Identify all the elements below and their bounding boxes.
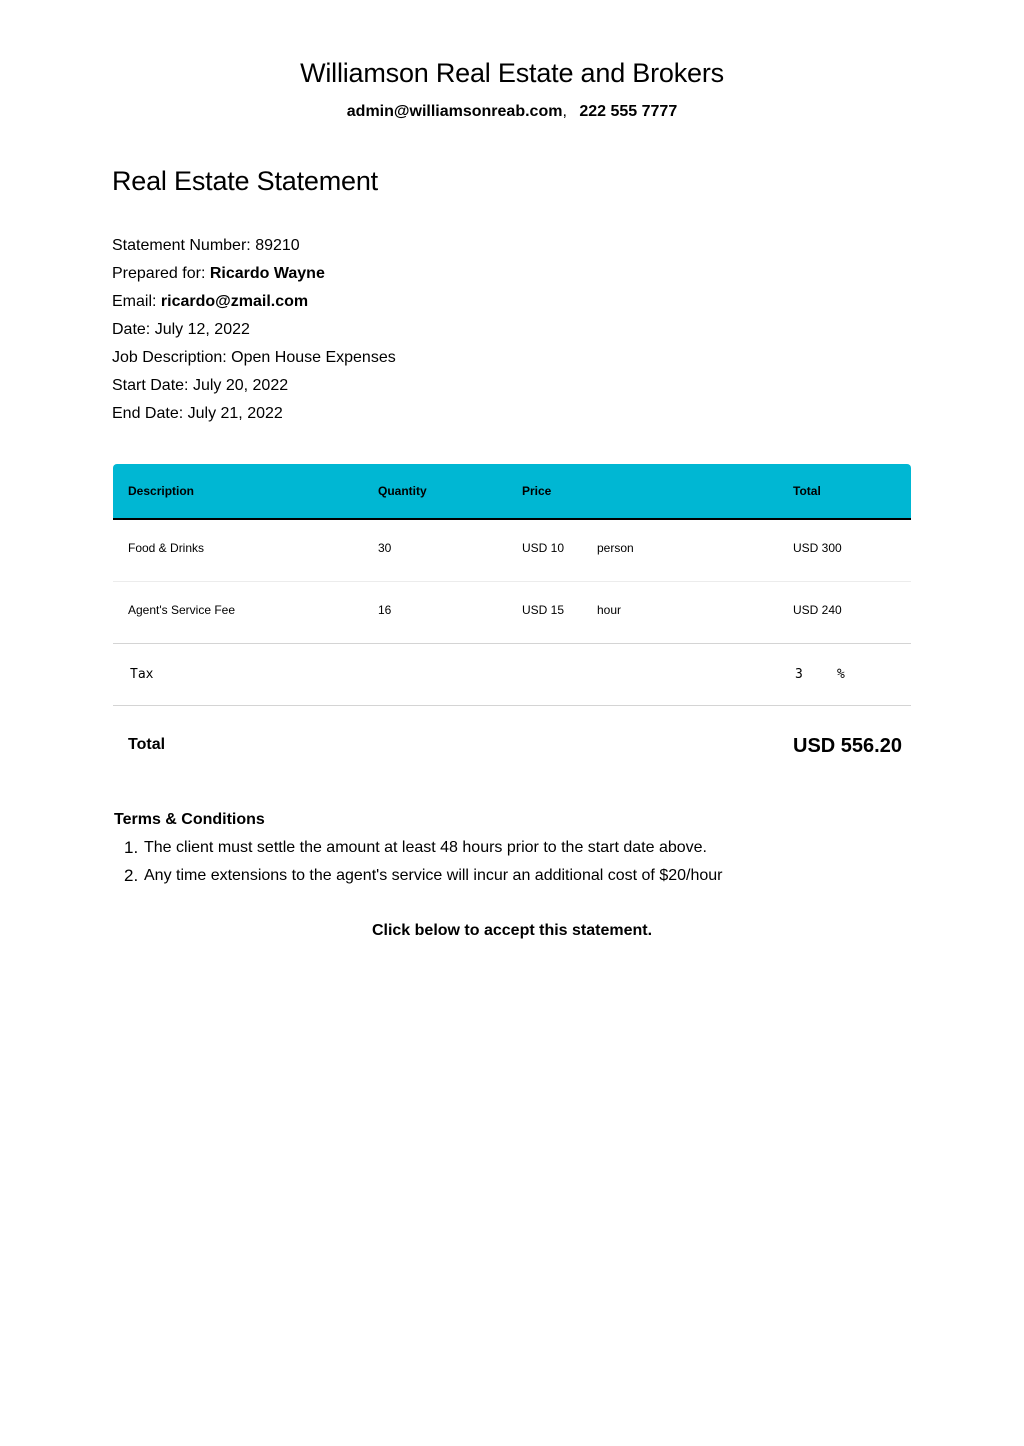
start-date-value: July 20, 2022 bbox=[192, 377, 289, 394]
row-quantity: 30 bbox=[378, 541, 392, 555]
table-row bbox=[113, 582, 911, 644]
row-description: Food & Drinks bbox=[128, 541, 205, 555]
table-row bbox=[113, 520, 911, 582]
list-item-text: Any time extensions to the agent's service will incur an additional cost of $20/hour bbox=[144, 867, 723, 884]
list-item bbox=[120, 838, 722, 866]
job-description-row bbox=[112, 348, 396, 376]
row-quantity: 16 bbox=[378, 603, 392, 617]
statement-details bbox=[112, 236, 396, 432]
list-item-number: 1. bbox=[124, 838, 139, 857]
row-unit: hour bbox=[597, 603, 622, 617]
row-price: USD 15 bbox=[522, 603, 565, 617]
row-total: USD 240 bbox=[793, 603, 842, 617]
client-email-row bbox=[112, 292, 396, 320]
end-date-value: July 21, 2022 bbox=[187, 405, 283, 422]
statement-table bbox=[113, 464, 911, 786]
statement-number-label: Statement Number: bbox=[112, 237, 251, 254]
company-phone: 222 555 7777 bbox=[579, 103, 678, 120]
date-row bbox=[112, 320, 396, 348]
list-item-text: The client must settle the amount at least 48 hours prior to the start date above. bbox=[144, 839, 707, 856]
date-label: Date: bbox=[112, 321, 151, 338]
prepared-for-value: Ricardo Wayne bbox=[209, 265, 325, 282]
job-description-value: Open House Expenses bbox=[231, 349, 396, 366]
row-total: USD 300 bbox=[793, 541, 842, 555]
start-date-label: Start Date: bbox=[112, 377, 189, 394]
start-date-row bbox=[112, 376, 396, 404]
row-price: USD 10 bbox=[522, 541, 565, 555]
job-description-label: Job Description: bbox=[112, 349, 227, 366]
client-email-value[interactable]: ricardo@zmail.com bbox=[160, 293, 309, 310]
header-price: Price bbox=[522, 484, 552, 498]
prepared-for-label: Prepared for: bbox=[112, 265, 206, 282]
row-unit: person bbox=[597, 541, 634, 555]
tax-percent-sign: % bbox=[837, 667, 845, 682]
contact-separator: , bbox=[562, 103, 567, 120]
company-email[interactable]: admin@williamsonreab.com bbox=[346, 103, 563, 120]
grand-total-label: Total bbox=[128, 736, 166, 753]
terms-title: Terms & Conditions bbox=[114, 811, 265, 828]
page-title: Real Estate Statement bbox=[112, 166, 378, 196]
header-quantity: Quantity bbox=[378, 484, 427, 498]
statement-number-value: 89210 bbox=[255, 237, 300, 254]
header-description: Description bbox=[128, 484, 195, 498]
client-email-label: Email: bbox=[112, 293, 157, 310]
accept-statement-prompt: Click below to accept this statement. bbox=[371, 922, 653, 939]
table-header bbox=[113, 464, 911, 520]
prepared-for-row bbox=[112, 264, 396, 292]
statement-number-row bbox=[112, 236, 396, 264]
terms-list bbox=[120, 838, 722, 894]
end-date-row bbox=[112, 404, 396, 432]
grand-total-row bbox=[113, 706, 911, 786]
row-description: Agent's Service Fee bbox=[128, 603, 236, 617]
tax-label: Tax bbox=[130, 667, 154, 682]
end-date-label: End Date: bbox=[112, 405, 184, 422]
list-item bbox=[120, 866, 722, 894]
list-item-number: 2. bbox=[124, 866, 139, 885]
grand-total-amount: USD 556.20 bbox=[793, 735, 902, 757]
date-value: July 12, 2022 bbox=[154, 321, 250, 338]
header-total: Total bbox=[793, 484, 821, 498]
tax-rate: 3 bbox=[795, 667, 803, 682]
company-name: Williamson Real Estate and Brokers bbox=[300, 58, 724, 88]
tax-row bbox=[113, 644, 911, 706]
company-contact bbox=[0, 103, 1024, 121]
